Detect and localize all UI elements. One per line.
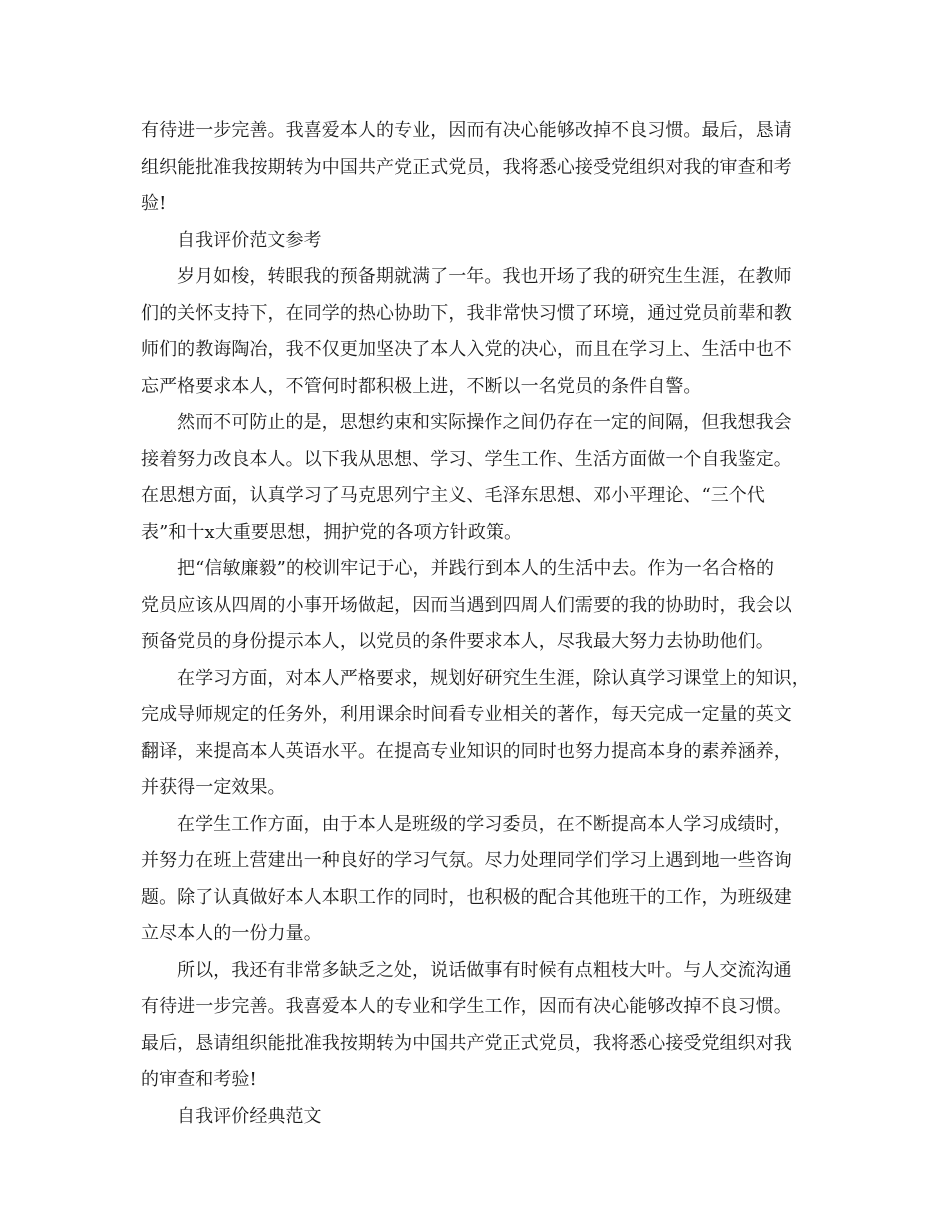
text-line: 接着努力改良本人。以下我从思想、学习、学生工作、生活方面做一个自我鉴定。 bbox=[141, 448, 792, 470]
text-line: 翻译，来提高本人英语水平。在提高专业知识的同时也努力提高本身的素养涵养， bbox=[141, 740, 792, 762]
paragraph-first-line: 所以，我还有非常多缺乏之处，说话做事有时候有点粗枝大叶。与人交流沟通 bbox=[177, 959, 792, 981]
paragraph-first-line: 在学习方面，对本人严格要求，规划好研究生生涯，除认真学习课堂上的知识， bbox=[177, 667, 810, 689]
text-line: 组织能批准我按期转为中国共产党正式党员，我将悉心接受党组织对我的审查和考 bbox=[141, 156, 792, 178]
text-line: 验! bbox=[141, 193, 167, 214]
paragraph-first-line: 岁月如梭，转眼我的预备期就满了一年。我也开场了我的研究生生涯，在教师 bbox=[177, 266, 792, 287]
text-line: 立尽本人的一份力量。 bbox=[141, 923, 322, 944]
text-line: 们的关怀支持下，在同学的热心协助下，我非常快习惯了环境，通过党员前辈和教 bbox=[141, 302, 792, 324]
text-line: 预备党员的身份提示本人，以党员的条件要求本人，尽我最大努力去协助他们。 bbox=[141, 631, 774, 652]
text-line: 在思想方面，认真学习了马克思列宁主义、毛泽东思想、邓小平理论、“三个代 bbox=[141, 485, 765, 506]
section-heading: 自我评价范文参考 bbox=[177, 229, 322, 251]
text-line: 并努力在班上营建出一种良好的学习气氛。尽力处理同学们学习上遇到地一些咨询 bbox=[141, 850, 792, 871]
paragraph-first-line: 然而不可防止的是，思想约束和实际操作之间仍存在一定的间隔，但我想我会 bbox=[177, 412, 792, 433]
text-line: 有待进一步完善。我喜爱本人的专业，因而有决心能够改掉不良习惯。最后，恳请 bbox=[141, 120, 792, 141]
text-line: 并获得一定效果。 bbox=[141, 777, 286, 798]
text-line: 题。除了认真做好本人本职工作的同时，也积极的配合其他班干的工作，为班级建 bbox=[141, 886, 792, 908]
text-line: 表”和十x大重要思想，拥护党的各项方针政策。 bbox=[141, 521, 523, 543]
text-line: 完成导师规定的任务外，利用课余时间看专业相关的著作，每天完成一定量的英文 bbox=[141, 704, 792, 725]
text-line: 忘严格要求本人，不管何时都积极上进，不断以一名党员的条件自警。 bbox=[141, 375, 702, 397]
text-line: 的审查和考验! bbox=[141, 1069, 257, 1090]
text-line: 最后，恳请组织能批准我按期转为中国共产党正式党员，我将悉心接受党组织对我 bbox=[141, 1032, 792, 1054]
paragraph-first-line: 在学生工作方面，由于本人是班级的学习委员，在不断提高本人学习成绩时， bbox=[177, 813, 792, 835]
section-heading: 自我评价经典范文 bbox=[177, 1105, 322, 1127]
text-line: 有待进一步完善。我喜爱本人的专业和学生工作，因而有决心能够改掉不良习惯。 bbox=[141, 996, 792, 1017]
paragraph-first-line: 把“信敏廉毅”的校训牢记于心，并践行到本人的生活中去。作为一名合格的 bbox=[177, 558, 775, 579]
text-line: 党员应该从四周的小事开场做起，因而当遇到四周人们需要的我的协助时，我会以 bbox=[141, 594, 792, 616]
text-line: 师们的教诲陶冶，我不仅更加坚决了本人入党的决心，而且在学习上、生活中也不 bbox=[141, 339, 792, 360]
document-body bbox=[141, 113, 813, 1135]
